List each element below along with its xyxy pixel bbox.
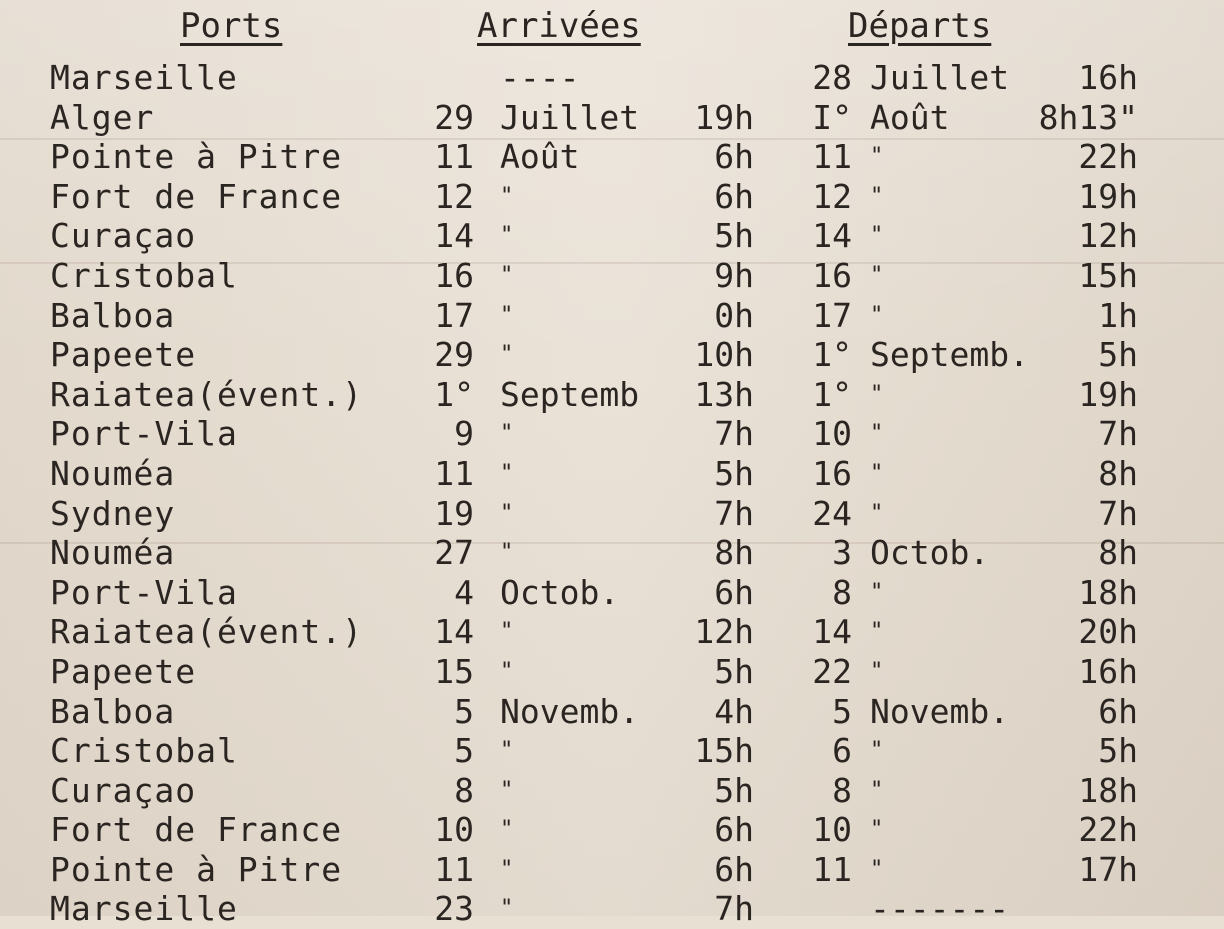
port-name: Papeete <box>50 651 197 691</box>
arrival-hour: 6h <box>714 572 754 612</box>
table-row <box>0 454 1224 494</box>
departure-hour: 16h <box>1078 651 1138 691</box>
departure-day: 14 <box>812 216 852 256</box>
departure-month: Juillet <box>870 58 1010 97</box>
arrival-month: " <box>500 500 514 526</box>
arrival-hour: 15h <box>694 731 754 771</box>
port-name: Marseille <box>50 58 238 97</box>
arrival-day: 1° <box>434 374 474 414</box>
arrival-day: 9 <box>454 414 474 454</box>
header-departures: Départs <box>848 6 992 46</box>
departure-hour: 7h <box>1098 493 1138 533</box>
departure-day: 11 <box>812 849 852 889</box>
arrival-hour: 6h <box>714 137 754 177</box>
departure-month: " <box>870 579 884 605</box>
arrival-day: 14 <box>434 216 474 256</box>
departure-hour: 5h <box>1098 335 1138 375</box>
table-row <box>0 810 1224 850</box>
table-row <box>0 533 1224 573</box>
departure-month: " <box>870 183 884 209</box>
arrival-day: 4 <box>454 572 474 612</box>
departure-day: 10 <box>812 810 852 850</box>
departure-month: " <box>870 777 884 803</box>
departure-hour: 12h <box>1078 216 1138 256</box>
departure-month: " <box>870 223 884 249</box>
port-name: Balboa <box>50 691 176 731</box>
arrival-month: " <box>500 302 514 328</box>
port-name: Cristobal <box>50 731 238 771</box>
arrival-hour: 12h <box>694 612 754 652</box>
port-name: Cristobal <box>50 255 238 295</box>
table-row <box>0 375 1224 415</box>
arrival-day: 5 <box>454 691 474 731</box>
port-name: Sydney <box>50 493 176 533</box>
arrival-month: Juillet <box>500 97 640 137</box>
arrival-hour: 5h <box>714 651 754 691</box>
departure-month: " <box>870 619 884 645</box>
arrival-hour: 6h <box>714 849 754 889</box>
table-row <box>0 850 1224 890</box>
header-arrivals: Arrivées <box>477 6 641 46</box>
departure-hour: 19h <box>1078 176 1138 216</box>
port-name: Pointe à Pitre <box>50 137 343 177</box>
schedule-rows <box>0 58 1224 929</box>
arrival-hour: 5h <box>714 770 754 810</box>
departure-month: Août <box>870 97 950 137</box>
port-name: Curaçao <box>50 770 197 810</box>
departure-month: ------- <box>870 889 1010 929</box>
departure-month: " <box>870 856 884 882</box>
departure-hour: 17h <box>1078 849 1138 889</box>
departure-day: 8 <box>832 770 852 810</box>
arrival-day: 17 <box>434 295 474 335</box>
arrival-hour: 13h <box>694 374 754 414</box>
arrival-month: " <box>500 342 514 368</box>
arrival-hour: 10h <box>694 335 754 375</box>
departure-month: " <box>870 817 884 843</box>
arrival-day: 27 <box>434 533 474 573</box>
port-name: Raiatea(évent.) <box>50 374 364 414</box>
departure-hour: 18h <box>1078 572 1138 612</box>
table-row <box>0 256 1224 296</box>
port-name: Fort de France <box>50 176 343 216</box>
arrival-hour: 7h <box>714 493 754 533</box>
arrival-day: 10 <box>434 810 474 850</box>
table-row <box>0 335 1224 375</box>
arrival-month: " <box>500 738 514 764</box>
port-name: Nouméa <box>50 453 176 493</box>
table-row <box>0 692 1224 732</box>
departure-day: 28 <box>812 58 852 97</box>
table-row <box>0 731 1224 771</box>
departure-day: 5 <box>832 691 852 731</box>
port-name: Nouméa <box>50 533 176 573</box>
departure-day: 11 <box>812 137 852 177</box>
departure-hour: 16h <box>1078 58 1138 97</box>
port-name: Pointe à Pitre <box>50 849 343 889</box>
departure-hour: 22h <box>1078 810 1138 850</box>
departure-day: 17 <box>812 295 852 335</box>
arrival-month: " <box>500 540 514 566</box>
departure-month: " <box>870 302 884 328</box>
arrival-month: Août <box>500 137 580 177</box>
departure-day: 12 <box>812 176 852 216</box>
arrival-hour: 0h <box>714 295 754 335</box>
arrival-day: 15 <box>434 651 474 691</box>
departure-day: 24 <box>812 493 852 533</box>
arrival-day: 19 <box>434 493 474 533</box>
arrival-month: " <box>500 619 514 645</box>
departure-month: " <box>870 658 884 684</box>
arrival-hour: 4h <box>714 691 754 731</box>
arrival-day: 11 <box>434 849 474 889</box>
departure-day: 14 <box>812 612 852 652</box>
port-name: Port-Vila <box>50 414 238 454</box>
arrival-hour: 5h <box>714 216 754 256</box>
departure-day: 1° <box>812 374 852 414</box>
arrival-day: 14 <box>434 612 474 652</box>
table-row <box>0 98 1224 138</box>
table-row <box>0 414 1224 454</box>
table-row <box>0 296 1224 336</box>
arrival-day: 8 <box>454 770 474 810</box>
arrival-day: 5 <box>454 731 474 771</box>
arrival-day: 12 <box>434 176 474 216</box>
table-row <box>0 494 1224 534</box>
arrival-month: " <box>500 856 514 882</box>
arrival-day: 29 <box>434 97 474 137</box>
table-row <box>0 177 1224 217</box>
departure-hour: 6h <box>1098 691 1138 731</box>
port-name: Balboa <box>50 295 176 335</box>
arrival-month: " <box>500 658 514 684</box>
departure-hour: 20h <box>1078 612 1138 652</box>
departure-hour: 22h <box>1078 137 1138 177</box>
departure-month: " <box>870 738 884 764</box>
arrival-month: Novemb. <box>500 691 640 731</box>
arrival-hour: 7h <box>714 414 754 454</box>
arrival-month: " <box>500 460 514 486</box>
departure-day: 6 <box>832 731 852 771</box>
arrival-day: 23 <box>434 889 474 929</box>
arrival-day: 29 <box>434 335 474 375</box>
departure-hour: 19h <box>1078 374 1138 414</box>
port-name: Marseille <box>50 889 238 929</box>
arrival-month: " <box>500 183 514 209</box>
arrival-day: 11 <box>434 453 474 493</box>
arrival-month: Octob. <box>500 572 620 612</box>
departure-day: 10 <box>812 414 852 454</box>
departure-month: Septemb. <box>870 335 1029 375</box>
port-name: Alger <box>50 97 155 137</box>
arrival-day: 11 <box>434 137 474 177</box>
departure-hour: 5h <box>1098 731 1138 771</box>
departure-day: I° <box>812 97 852 137</box>
arrival-hour: 6h <box>714 176 754 216</box>
departure-month: Octob. <box>870 533 990 573</box>
departure-month: Novemb. <box>870 691 1010 731</box>
arrival-month: " <box>500 421 514 447</box>
header-ports: Ports <box>180 6 283 46</box>
port-name: Raiatea(évent.) <box>50 612 364 652</box>
departure-month: " <box>870 460 884 486</box>
arrival-hour: 19h <box>694 97 754 137</box>
departure-month: " <box>870 262 884 288</box>
arrival-month: Septemb <box>500 374 640 414</box>
arrival-month: " <box>500 223 514 249</box>
arrival-month: " <box>500 777 514 803</box>
table-row <box>0 137 1224 177</box>
table-row <box>0 612 1224 652</box>
arrival-hour: 5h <box>714 453 754 493</box>
departure-hour: 18h <box>1078 770 1138 810</box>
departure-day: 1° <box>812 335 852 375</box>
arrival-month: ---- <box>500 58 580 97</box>
departure-hour: 8h <box>1098 453 1138 493</box>
port-name: Papeete <box>50 335 197 375</box>
table-row <box>0 652 1224 692</box>
arrival-hour: 6h <box>714 810 754 850</box>
departure-month: " <box>870 421 884 447</box>
departure-hour: 1h <box>1098 295 1138 335</box>
arrival-hour: 9h <box>714 255 754 295</box>
arrival-day: 16 <box>434 255 474 295</box>
table-row <box>0 771 1224 811</box>
arrival-month: " <box>500 817 514 843</box>
arrival-month: " <box>500 262 514 288</box>
departure-month: " <box>870 381 884 407</box>
arrival-hour: 8h <box>714 533 754 573</box>
port-name: Fort de France <box>50 810 343 850</box>
table-row <box>0 216 1224 256</box>
departure-hour: 7h <box>1098 414 1138 454</box>
departure-day: 16 <box>812 453 852 493</box>
table-row <box>0 573 1224 613</box>
departure-hour: 8h13" <box>1038 97 1138 137</box>
departure-day: 16 <box>812 255 852 295</box>
departure-hour: 15h <box>1078 255 1138 295</box>
arrival-hour: 7h <box>714 889 754 929</box>
departure-day: 8 <box>832 572 852 612</box>
departure-month: " <box>870 144 884 170</box>
departure-day: 22 <box>812 651 852 691</box>
departure-month: " <box>870 500 884 526</box>
port-name: Curaçao <box>50 216 197 256</box>
departure-hour: 8h <box>1098 533 1138 573</box>
departure-day: 3 <box>832 533 852 573</box>
table-row <box>0 58 1224 98</box>
arrival-month: " <box>500 896 514 922</box>
table-row <box>0 889 1224 929</box>
port-name: Port-Vila <box>50 572 238 612</box>
